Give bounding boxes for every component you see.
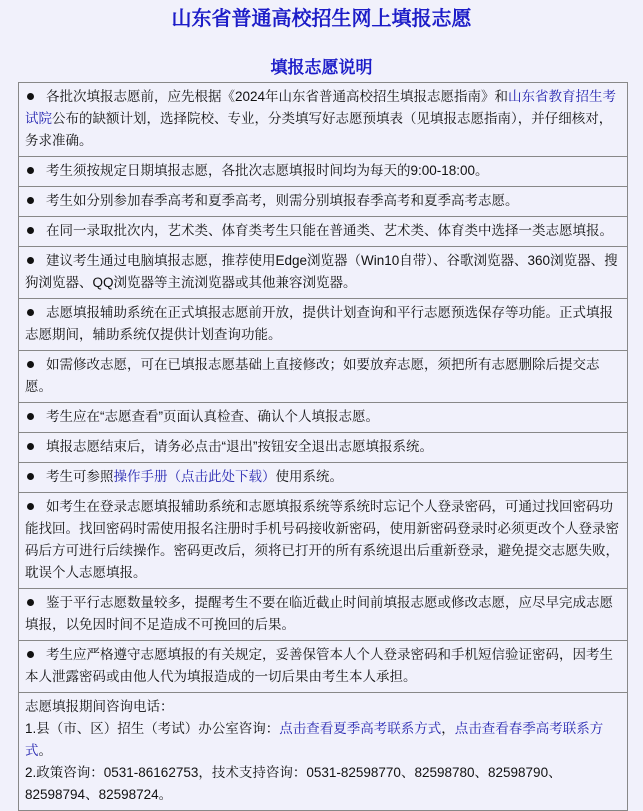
instruction-cell (19, 83, 628, 157)
instruction-text: 使用系统。 (275, 469, 343, 484)
bullet-icon (27, 651, 34, 658)
section-title: 填报志愿说明 (270, 58, 373, 77)
bullet-icon (27, 197, 34, 204)
instruction-text: 如考生在登录志愿填报辅助系统和志愿填报系统等系统时忘记个人登录密码，可通过找回密码功能找回。找回密码时需使用报名注册时手机号码接收新密码，使用新密码登录时必须更改个人登录密码后方可进行后续操作。密码更改后，须将已打开的所有系统退出后重新登录，避免提交志愿失败，耽误个人志愿填报。 (25, 499, 619, 580)
instruction-cell (19, 187, 628, 217)
instruction-text: 公布的缺额计划，选择院校、专业，分类填写好志愿预填表（见填报志愿指南），并仔细核对，务求准确。 (25, 111, 613, 148)
instruction-cell (19, 157, 628, 187)
instruction-cell (19, 641, 628, 693)
bullet-icon (27, 309, 34, 316)
instruction-text: 考生应在“志愿查看”页面认真检查、确认个人填报志愿。 (46, 409, 379, 424)
instruction-row (19, 641, 628, 693)
county-office-label: 1.县（市、区）招生（考试）办公室咨询： (25, 721, 280, 736)
instruction-row (19, 351, 628, 403)
bullet-icon (27, 443, 34, 450)
contact-heading: 志愿填报期间咨询电话： (25, 699, 174, 714)
instruction-row (19, 247, 628, 299)
instruction-row (19, 463, 628, 493)
instruction-text: 考生应严格遵守志愿填报的有关规定，妥善保管本人个人登录密码和手机短信验证密码，因考生本人泄露密码或由他人代为填报造成的一切后果由考生本人承担。 (25, 647, 613, 684)
bullet-icon (27, 503, 34, 510)
instruction-text: 鉴于平行志愿数量较多，提醒考生不要在临近截止时间前填报志愿或修改志愿，应尽早完成志愿填报，以免因时间不足造成不可挽回的后果。 (25, 595, 613, 632)
instruction-link[interactable]: 操作手册（点击此处下载） (113, 469, 276, 484)
instruction-cell (19, 351, 628, 403)
instruction-text: 在同一录取批次内，艺术类、体育类考生只能在普通类、艺术类、体育类中选择一类志愿填报。 (46, 223, 613, 238)
bullet-icon (27, 413, 34, 420)
bullet-icon (27, 257, 34, 264)
instruction-text: 考生如分别参加春季高考和夏季高考，则需分别填报春季高考和夏季高考志愿。 (46, 193, 519, 208)
instruction-cell (19, 247, 628, 299)
bullet-icon (27, 599, 34, 606)
instruction-row (19, 217, 628, 247)
instruction-row (19, 157, 628, 187)
instruction-row (19, 493, 628, 589)
instruction-row (19, 403, 628, 433)
bullet-icon (27, 361, 34, 368)
instruction-row (19, 83, 628, 157)
instruction-text: 考生须按规定日期填报志愿，各批次志愿填报时间均为每天的9:00-18:00。 (46, 163, 489, 178)
bullet-icon (27, 473, 34, 480)
instruction-cell (19, 493, 628, 589)
summer-contact-link[interactable]: 点击查看夏季高考联系方式 (279, 721, 442, 736)
bullet-icon (27, 167, 34, 174)
instruction-text: 建议考生通过电脑填报志愿，推荐使用Edge浏览器（Win10自带）、谷歌浏览器、360浏览器、搜狗浏览器、QQ浏览器等主流浏览器或其他兼容浏览器。 (25, 253, 618, 290)
instruction-text: 如需修改志愿，可在已填报志愿基础上直接修改；如要放弃志愿，须把所有志愿删除后提交志愿。 (25, 357, 600, 394)
spring-contact-link[interactable]: 点击查看春季高考联系方式 (25, 721, 604, 758)
instruction-cell (19, 217, 628, 247)
contact-cell (19, 693, 628, 811)
instruction-text: 填报志愿结束后，请务必点击“退出”按钮安全退出志愿填报系统。 (46, 439, 433, 454)
instruction-cell (19, 589, 628, 641)
instruction-cell (19, 299, 628, 351)
instruction-row (19, 299, 628, 351)
bullet-icon (27, 227, 34, 234)
instruction-row (19, 187, 628, 217)
instruction-row (19, 433, 628, 463)
phone-numbers: 2.政策咨询：0531-86162753，技术支持咨询：0531-82598770、82598780、82598790、82598794、82598724。 (25, 765, 562, 802)
instruction-text: 考生可参照 (46, 469, 114, 484)
instruction-cell (19, 433, 628, 463)
instruction-cell (19, 403, 628, 433)
separator: ， (441, 721, 455, 736)
page-title: 山东省普通高校招生网上填报志愿 (171, 8, 472, 30)
instruction-row (19, 589, 628, 641)
instruction-cell (19, 463, 628, 493)
instructions-table (18, 82, 628, 811)
bullet-icon (27, 93, 34, 100)
period: 。 (38, 743, 52, 758)
contact-row (19, 693, 628, 811)
instruction-link[interactable]: 山东省教育招生考试院 (25, 89, 617, 126)
instruction-text: 各批次填报志愿前，应先根据《2024年山东省普通高校招生填报志愿指南》和 (46, 89, 509, 104)
instruction-text: 志愿填报辅助系统在正式填报志愿前开放，提供计划查询和平行志愿预选保存等功能。正式填报志愿期间，辅助系统仅提供计划查询功能。 (25, 305, 613, 342)
